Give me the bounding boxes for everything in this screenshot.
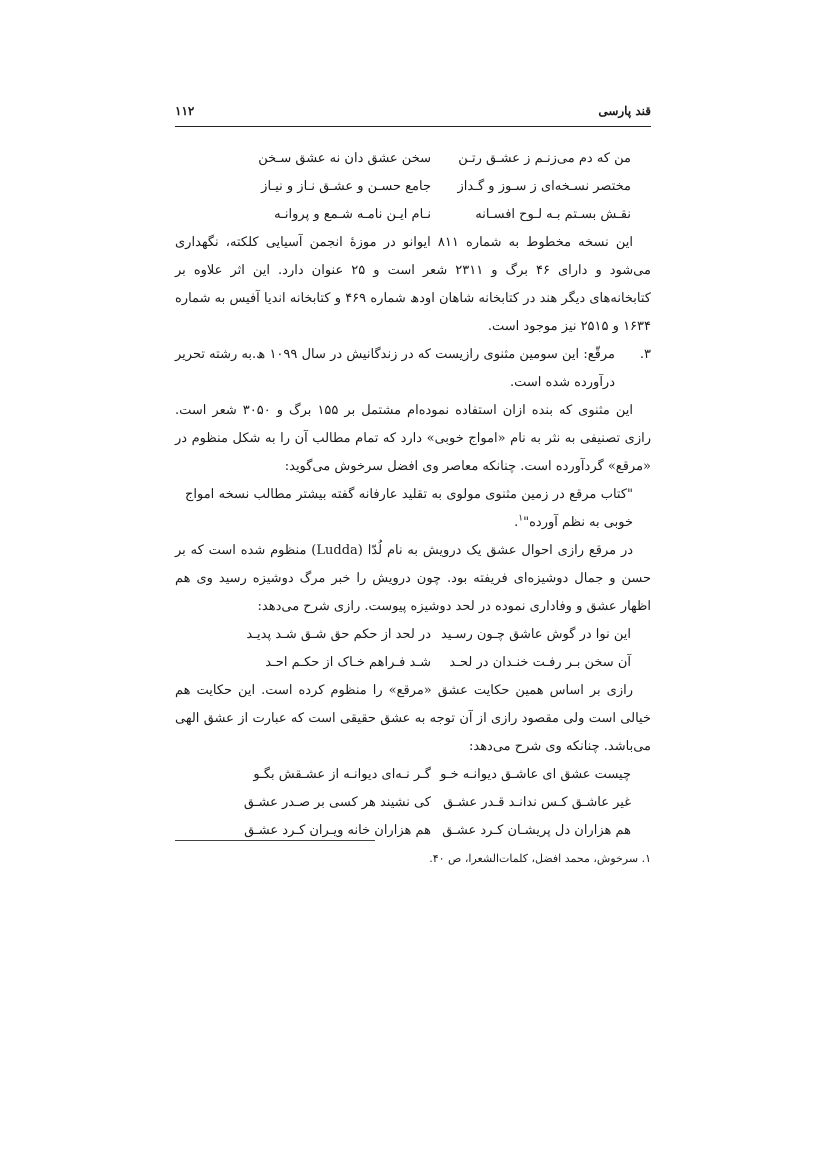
verse-block-1 xyxy=(175,145,651,229)
hemistich-first: غیر عاشـق کـس ندانـد قـدر عشـق xyxy=(443,795,631,810)
hemistich-first: هم هزاران دل پریشـان کـرد عشـق xyxy=(442,823,631,838)
hemistich-first: این نوا در گوش عاشق چـون رسـید xyxy=(441,627,631,642)
list-item-number: ۳. xyxy=(639,347,651,362)
hemistich-first: چیست عشق ای عاشـق دیوانـه خـو xyxy=(440,767,631,782)
quote-tail: . xyxy=(514,515,519,530)
hemistich-second: جامع حسـن و عشـق نـاز و نیـاز xyxy=(261,179,431,194)
hemistich-second: گـر نـه‌ای دیوانـه از عشـقش بگـو xyxy=(253,767,431,782)
hemistich-second: در لحد از حکم حق شـق شـد پدیـد xyxy=(246,627,431,642)
hemistich-first: نقـش بسـتم بـه لـوح افسـانه xyxy=(475,207,631,222)
footnote-ref: ۱ xyxy=(518,513,524,524)
list-item-3 xyxy=(175,341,651,397)
hemistich-first: آن سخن بـر رفـت خنـدان در لحـد xyxy=(449,655,631,670)
verse-block-2 xyxy=(175,621,651,677)
verse-line xyxy=(175,649,651,677)
hemistich-first: من که دم می‌زنـم ز عشـق رتـن xyxy=(458,151,631,166)
footnote-divider xyxy=(175,840,375,841)
hemistich-second: هم هزاران خانه ویـران کـرد عشـق xyxy=(244,823,431,838)
footnote: ۱. سرخوش، محمد افضل، کلمات‌الشعرا، ص ۴۰. xyxy=(429,852,651,865)
quote-text: "کتاب مرقع در زمین مثنوی مولوی به تقلید عارفانه گفته بیشتر مطالب نسخه امواج خوبی به نظم آورده" xyxy=(185,487,633,530)
hemistich-second: سخن عشق دان نه عشق سـخن xyxy=(258,151,431,166)
verse-block-3 xyxy=(175,761,651,845)
running-header xyxy=(175,100,651,127)
paragraph: این مثنوی که بنده ازان استفاده نموده‌ام مشتمل بر ۱۵۵ برگ و ۳۰۵۰ شعر است. رازی تصنیفی به نثر به نام «امواج خوبی» دارد که تمام مطالب آن را به شکل منظوم در «مرقع» گردآورده است. چنانکه معاصر وی افضل سرخوش می‌گوید: xyxy=(175,403,651,474)
block-quote xyxy=(175,481,651,537)
hemistich-second: نـام ایـن نامـه شـمع و پروانـه xyxy=(274,207,431,222)
verse-line xyxy=(175,621,651,649)
verse-line xyxy=(175,173,651,201)
hemistich-second: کی نشیند هر کسی بر صـدر عشـق xyxy=(243,795,431,810)
list-item-text: مرقّع: این سومین مثنوی رازیست که در زندگانیش در سال ۱۰۹۹ ھ.به رشته تحریر درآورده شده است. xyxy=(175,347,616,390)
body-text xyxy=(175,145,651,845)
paragraph: این نسخه مخطوط به شماره ۸۱۱ ایوانو در موزهٔ انجمن آسیایی کلکته، نگهداری می‌شود و دارای ۴۶ برگ و ۲۳۱۱ شعر است و ۲۵ عنوان دارد. این اثر علاوه بر کتابخانه‌های دیگر هند در کتابخانه شاهان اودھ شماره ۴۶۹ و کتابخانه اندیا آفیس به شماره ۱۶۳۴ و ۲۵۱۵ نیز موجود است. xyxy=(175,235,651,334)
verse-line xyxy=(175,789,651,817)
paragraph: رازی بر اساس همین حکایت عشق «مرقع» را منظوم کرده است. این حکایت هم خیالی است ولی مقصود رازی از آن توجه به عشق حقیقی است که عبارت از عشق الهی می‌باشد. چنانکه وی شرح می‌دهد: xyxy=(175,683,651,754)
verse-line xyxy=(175,145,651,173)
hemistich-second: شـد فـراهم خـاک از حکـم احـد xyxy=(265,655,431,670)
verse-line xyxy=(175,761,651,789)
page-number: ۱۱۲ xyxy=(175,104,195,118)
running-title: قند پارسی xyxy=(598,104,651,118)
paragraph: در مرقع رازی احوال عشق یک درویش به نام لُدّا (Ludda) منظوم شده است که بر حسن و جمال دوشیزه‌ای فریفته بود. چون درویش را خبر مرگ دوشیزه رسید وی هم اظهار عشق و وفاداری نموده در لحد دوشیزه پیوست. رازی شرح می‌دهد: xyxy=(175,543,651,614)
page xyxy=(175,100,651,865)
verse-line xyxy=(175,201,651,229)
hemistich-first: مختصر نسـخه‌ای ز سـوز و گـداز xyxy=(457,179,631,194)
